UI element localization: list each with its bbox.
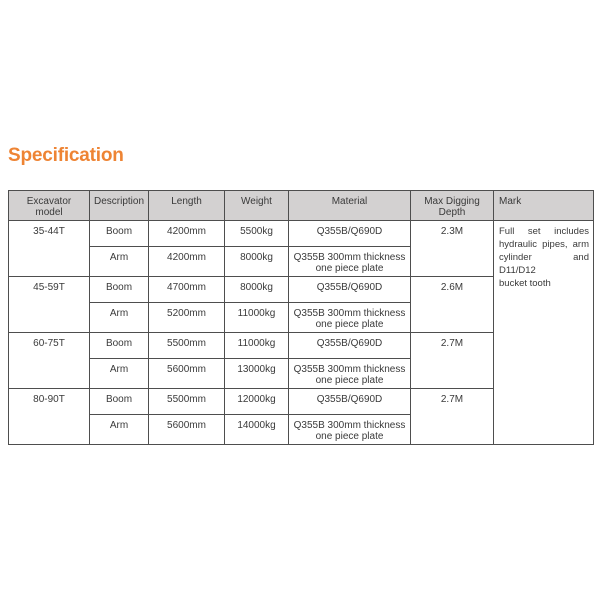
cell-description: Boom [90,389,149,415]
cell-material: Q355B/Q690D [289,221,411,247]
cell-material: Q355B/Q690D [289,277,411,303]
cell-excavator-model: 80-90T [9,389,90,445]
col-header-excavator-model: Excavator model [9,191,90,221]
cell-length: 4700mm [149,277,225,303]
table-header-row [9,191,594,221]
cell-material: Q355B/Q690D [289,389,411,415]
cell-length: 4200mm [149,247,225,277]
cell-weight: 11000kg [225,333,289,359]
cell-description: Arm [90,415,149,445]
cell-length: 5200mm [149,303,225,333]
col-header-length: Length [149,191,225,221]
material-line: Q355B 300mm thickness [293,308,406,319]
material-line: one piece plate [315,375,384,386]
col-header-weight: Weight [225,191,289,221]
material-line: one piece plate [315,319,384,330]
material-line: one piece plate [315,263,384,274]
cell-description: Arm [90,247,149,277]
cell-max-digging-depth: 2.7M [411,333,494,389]
col-header-material: Material [289,191,411,221]
mark-text-line: bucket tooth [499,278,551,289]
cell-max-digging-depth: 2.6M [411,277,494,333]
material-line: Q355B 300mm thickness [293,420,406,431]
cell-weight: 12000kg [225,389,289,415]
cell-weight: 8000kg [225,277,289,303]
mark-text-line: Full set includes [499,226,589,237]
mark-text-line: hydraulic pipes, arm [499,239,589,250]
table-row-boom [9,221,594,247]
col-header-max-digging-depth [411,191,494,221]
cell-length: 5500mm [149,389,225,415]
cell-material [289,359,411,389]
cell-excavator-model: 60-75T [9,333,90,389]
cell-weight: 8000kg [225,247,289,277]
cell-weight: 13000kg [225,359,289,389]
col-header-description: Description [90,191,149,221]
cell-weight: 11000kg [225,303,289,333]
material-line: Q355B 300mm thickness [293,252,406,263]
cell-weight: 5500kg [225,221,289,247]
cell-description: Boom [90,221,149,247]
cell-material [289,303,411,333]
specification-table [8,190,594,445]
cell-length: 4200mm [149,221,225,247]
mark-text-line: cylinder and D11/D12 [499,252,589,276]
cell-length: 5600mm [149,359,225,389]
cell-description: Boom [90,277,149,303]
cell-description: Arm [90,303,149,333]
cell-length: 5500mm [149,333,225,359]
cell-description: Boom [90,333,149,359]
cell-max-digging-depth: 2.3M [411,221,494,277]
cell-length: 5600mm [149,415,225,445]
col-header-mark: Mark [494,191,594,221]
cell-material: Q355B/Q690D [289,333,411,359]
max-digging-depth-label: Max Digging Depth [424,196,480,218]
cell-excavator-model: 45-59T [9,277,90,333]
cell-excavator-model: 35-44T [9,221,90,277]
cell-weight: 14000kg [225,415,289,445]
material-line: one piece plate [315,431,384,442]
cell-material [289,247,411,277]
cell-mark [494,221,594,445]
material-line: Q355B 300mm thickness [293,364,406,375]
cell-max-digging-depth: 2.7M [411,389,494,445]
cell-description: Arm [90,359,149,389]
page-title: Specification [8,145,124,166]
cell-material [289,415,411,445]
